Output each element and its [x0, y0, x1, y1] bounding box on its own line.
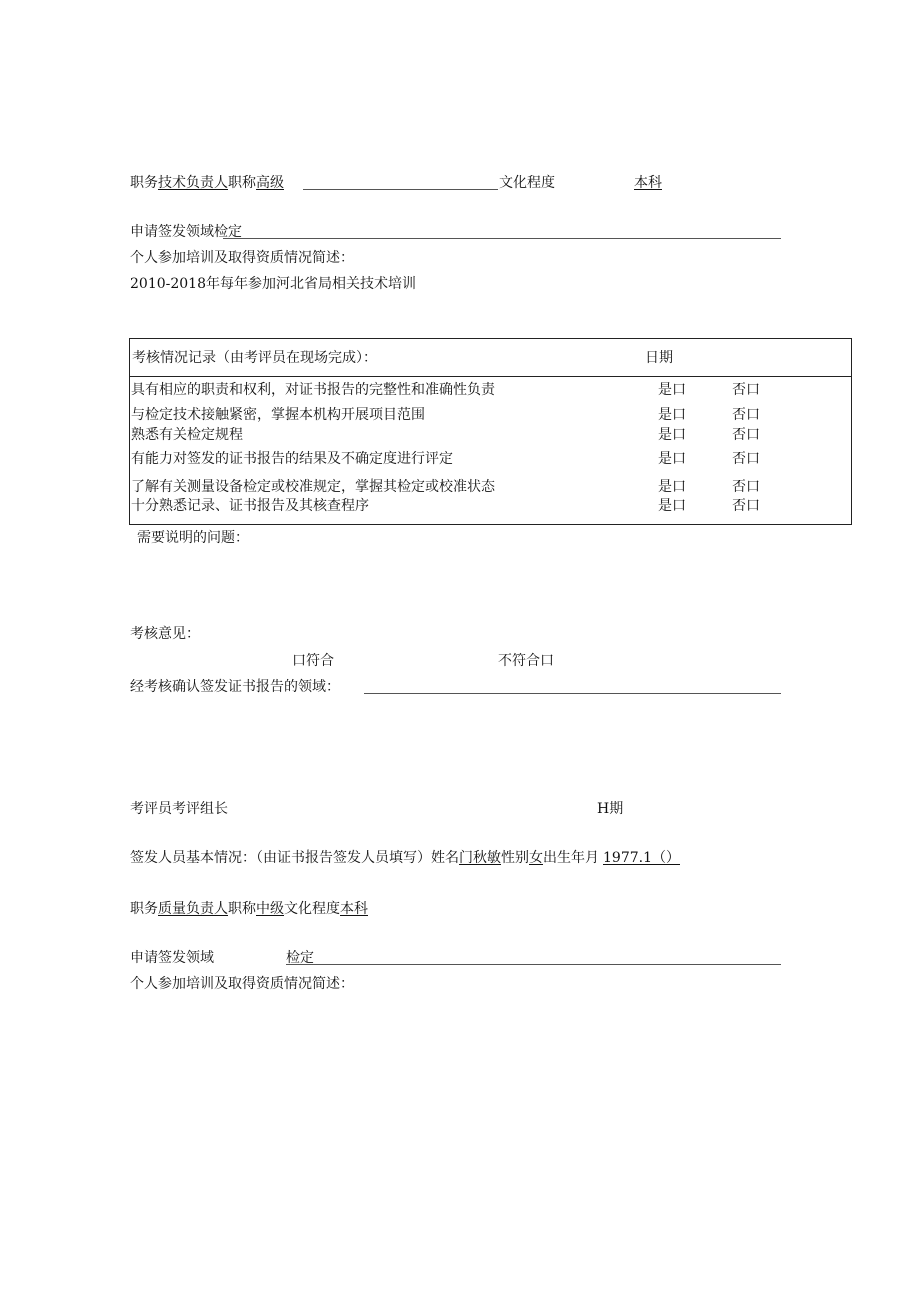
- not-conform-checkbox[interactable]: 不符合口: [498, 653, 554, 669]
- no-checkbox[interactable]: 否口: [732, 498, 760, 514]
- yes-checkbox[interactable]: 是口: [658, 479, 686, 495]
- no-checkbox[interactable]: 否口: [732, 427, 760, 443]
- education-label: 文化程度: [499, 175, 555, 191]
- title-fill-line: [303, 189, 498, 190]
- title-label: 职称: [228, 901, 256, 917]
- gender-label: 性别: [501, 850, 529, 866]
- position-label: 职务: [130, 175, 158, 191]
- no-checkbox[interactable]: 否口: [732, 479, 760, 495]
- yes-checkbox[interactable]: 是口: [658, 498, 686, 514]
- position-value: 质量负责人: [158, 901, 228, 917]
- confirmed-domain-label: 经考核确认签发证书报告的领域：: [130, 679, 340, 695]
- position-row: [130, 174, 284, 192]
- domain-value: 检定: [214, 224, 242, 240]
- conform-checkbox[interactable]: 口符合: [292, 653, 334, 669]
- training-heading: 个人参加培训及取得资质情况简述：: [130, 250, 354, 266]
- confirmed-domain-line: [364, 693, 781, 694]
- assessor-label: 考评员考评组长: [130, 801, 228, 817]
- yes-checkbox[interactable]: 是口: [658, 382, 686, 398]
- domain-value-2: 检定: [286, 950, 314, 966]
- basic-info-label: 签发人员基本情况：（由证书报告签发人员填写）姓名: [130, 850, 459, 866]
- education-value: 本科: [634, 175, 662, 191]
- yes-checkbox[interactable]: 是口: [658, 451, 686, 467]
- assessment-item: 具有相应的职责和权利，对证书报告的完整性和准确性负责: [131, 382, 495, 398]
- no-checkbox[interactable]: 否口: [732, 382, 760, 398]
- assessment-item: 了解有关测量设备检定或校准规定，掌握其检定或校准状态: [131, 479, 495, 495]
- assessment-item: 十分熟悉记录、证书报告及其核查程序: [131, 498, 369, 514]
- yes-checkbox[interactable]: 是口: [658, 407, 686, 423]
- opinion-label: 考核意见：: [130, 626, 200, 642]
- title-value: 中级: [256, 901, 284, 917]
- position-value: 技术负责人: [158, 175, 228, 191]
- training-heading-2: 个人参加培训及取得资质情况简述：: [130, 976, 354, 992]
- position-row-2: [130, 900, 368, 918]
- training-text: 2010-2018年每年参加河北省局相关技术培训: [130, 276, 416, 292]
- assessment-item: 有能力对签发的证书报告的结果及不确定度进行评定: [131, 451, 453, 467]
- birth-label: 出生年月: [543, 850, 599, 866]
- gender-value: 女: [529, 850, 543, 866]
- domain-label-2: 申请签发领域: [130, 950, 214, 966]
- notes-label: 需要说明的问题：: [137, 530, 249, 546]
- position-label: 职务: [130, 901, 158, 917]
- yes-checkbox[interactable]: 是口: [658, 427, 686, 443]
- table-header-divider: [130, 376, 851, 377]
- assessment-date-label: 日期: [645, 350, 673, 366]
- birth-value: 1977.1（）: [603, 850, 680, 866]
- assessment-item: 熟悉有关检定规程: [131, 427, 243, 443]
- domain-label: 申请签发领域: [130, 224, 214, 240]
- title-value: 高级: [256, 175, 284, 191]
- signoff-date-label: H期: [597, 801, 624, 817]
- basic-info-row: [130, 849, 680, 867]
- name-value: 门秋敏: [459, 850, 501, 866]
- assessment-item: 与检定技术接触紧密，掌握本机构开展项目范围: [131, 407, 425, 423]
- title-label: 职称: [228, 175, 256, 191]
- education-value: 本科: [340, 901, 368, 917]
- assessment-header: 考核情况记录（由考评员在现场完成）：: [132, 350, 377, 366]
- education-label: 文化程度: [284, 901, 340, 917]
- domain-fill-line: [223, 238, 781, 239]
- no-checkbox[interactable]: 否口: [732, 451, 760, 467]
- no-checkbox[interactable]: 否口: [732, 407, 760, 423]
- domain-fill-line-2: [286, 964, 781, 965]
